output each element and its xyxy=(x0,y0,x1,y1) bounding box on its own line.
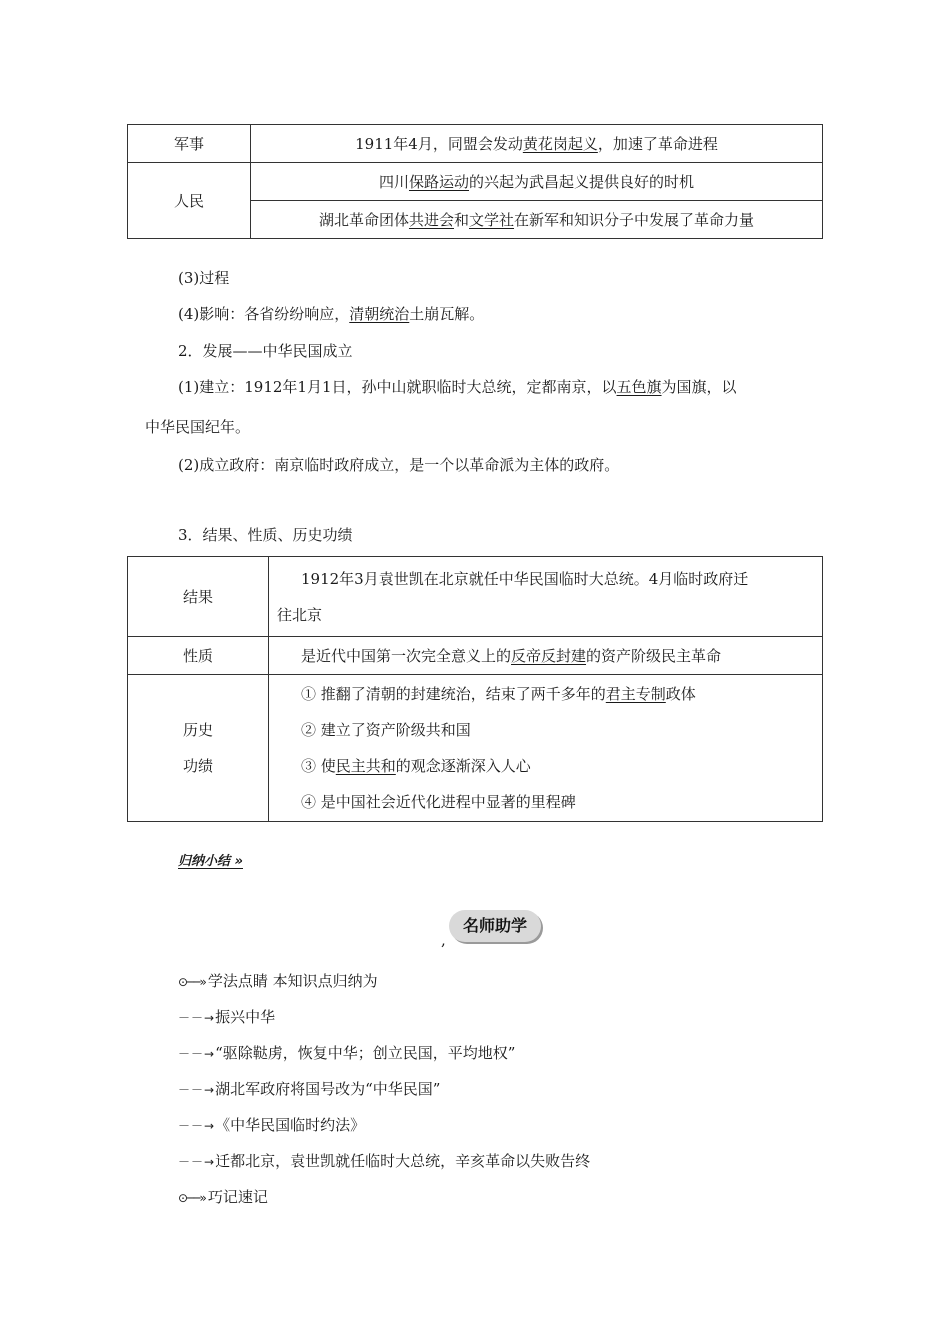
result-text xyxy=(269,557,823,637)
merit-item: ② 建立了资产阶级共和国 xyxy=(301,721,471,739)
merit-label-line: 功绩 xyxy=(182,757,213,775)
dash-arrow-icon: －－→ xyxy=(178,1083,216,1097)
list-item-text: 《中华民国临时约法》 xyxy=(215,1116,366,1134)
text-span: 和 xyxy=(453,211,469,229)
text-span: (1)建立：1912年1月1日，孙中山就职临时大总统，定都南京，以 xyxy=(178,378,617,396)
result-line: 1912年3月袁世凯在北京就任中华民国临时大总统。4月临时政府迁 xyxy=(301,569,749,588)
list-item xyxy=(178,1043,515,1064)
merit-label-line: 历史 xyxy=(182,721,213,739)
text-span: 政体 xyxy=(665,685,696,703)
dash-arrow-icon: －－→ xyxy=(178,1011,216,1025)
process-heading: (3)过程 xyxy=(178,269,230,287)
list-item xyxy=(178,1151,590,1172)
result-line: 往北京 xyxy=(277,605,323,624)
tip-label: 学法点睛 本知识点归纳为 xyxy=(207,972,378,990)
merit-label xyxy=(128,675,269,822)
section-heading-2: 2．发展——中华民国成立 xyxy=(178,342,353,360)
people-row2 xyxy=(251,201,823,239)
underlined-term: 文学社 xyxy=(469,211,515,229)
result-label: 结果 xyxy=(128,557,269,637)
text-span: 1911年4月，同盟会发动 xyxy=(355,135,523,153)
text-span: ，加速了革命进程 xyxy=(597,135,718,153)
tip-study-method xyxy=(178,971,378,992)
underlined-term: 保路运动 xyxy=(408,173,469,191)
double-chevron-icon: » xyxy=(230,854,243,869)
list-item xyxy=(178,1007,275,1028)
people-row1 xyxy=(251,163,823,201)
list-item-text: 湖北军政府将国号改为“中华民国” xyxy=(215,1080,441,1098)
merit-item: ④ 是中国社会近代化进程中显著的里程碑 xyxy=(301,793,576,811)
underlined-term: 清朝统治 xyxy=(349,305,410,323)
underlined-term: 君主专制 xyxy=(605,685,666,703)
tip-mnemonic xyxy=(178,1187,268,1208)
impact-paragraph xyxy=(178,304,484,324)
dash-arrow-icon: －－→ xyxy=(178,1155,216,1169)
circle-arrow-icon: ⊙──» xyxy=(178,1191,206,1205)
military-label: 军事 xyxy=(128,125,251,163)
underlined-term: 黄花岗起义 xyxy=(522,135,598,153)
list-item-text: “驱除鞑虏，恢复中华；创立民国，平均地权” xyxy=(215,1044,516,1062)
establish-paragraph-cont: 中华民国纪年。 xyxy=(145,418,251,436)
people-label: 人民 xyxy=(128,163,251,239)
underlined-term: 民主共和 xyxy=(335,757,396,775)
list-item xyxy=(178,1079,440,1100)
teacher-help-badge: 名师助学 xyxy=(449,910,541,942)
text-span: 是近代中国第一次完全意义上的 xyxy=(301,647,512,665)
text-span: 的兴起为武昌起义提供良好的时机 xyxy=(469,173,695,191)
government-paragraph: (2)成立政府：南京临时政府成立，是一个以革命派为主体的政府。 xyxy=(178,456,620,474)
table-results xyxy=(127,556,823,822)
circle-arrow-icon: ⊙──» xyxy=(178,975,206,989)
nature-text xyxy=(269,637,823,675)
merit-item xyxy=(301,748,822,784)
underlined-term: 五色旗 xyxy=(616,378,662,396)
text-span: ① 推翻了清朝的封建统治，结束了两千多年的 xyxy=(301,685,606,703)
list-item-text: 振兴中华 xyxy=(215,1008,276,1026)
summary-tag-label: 归纳小结 xyxy=(178,854,231,869)
summary-tag xyxy=(178,850,243,869)
military-text xyxy=(251,125,823,163)
text-span: 在新军和知识分子中发展了革命力量 xyxy=(514,211,755,229)
stray-mark: , xyxy=(441,931,446,949)
text-span: (4)影响：各省纷纷响应， xyxy=(178,305,350,323)
underlined-term: 反帝反封建 xyxy=(511,647,587,665)
list-item xyxy=(178,1115,365,1136)
text-span: 土崩瓦解。 xyxy=(409,305,485,323)
text-span: 湖北革命团体 xyxy=(318,211,409,229)
text-span: ③ 使 xyxy=(301,757,336,775)
establish-paragraph xyxy=(178,377,737,397)
text-span: 的观念逐渐深入人心 xyxy=(395,757,531,775)
list-item-text: 迁都北京，袁世凯就任临时大总统，辛亥革命以失败告终 xyxy=(215,1152,591,1170)
section-heading-3: 3．结果、性质、历史功绩 xyxy=(178,526,353,544)
nature-label: 性质 xyxy=(128,637,269,675)
text-span: 为国旗，以 xyxy=(661,378,737,396)
dash-arrow-icon: －－→ xyxy=(178,1119,216,1133)
table-causes xyxy=(127,124,823,239)
tip-label: 巧记速记 xyxy=(207,1188,268,1206)
underlined-term: 共进会 xyxy=(408,211,454,229)
dash-arrow-icon: －－→ xyxy=(178,1047,216,1061)
merit-item xyxy=(301,676,822,712)
text-span: 四川 xyxy=(378,173,409,191)
merit-list xyxy=(269,675,823,822)
text-span: 的资产阶级民主革命 xyxy=(586,647,722,665)
